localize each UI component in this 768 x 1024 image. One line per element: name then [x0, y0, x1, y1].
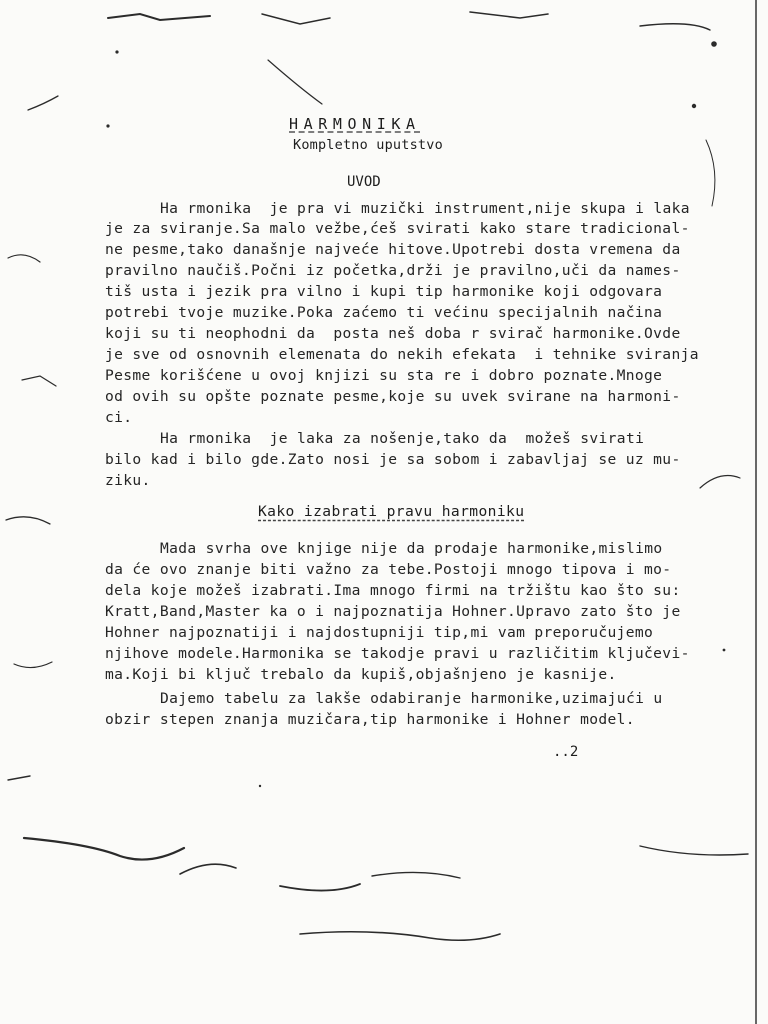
choose-line: Mada svrha ove knjige nije da prodaje harmonike,mislimo [160, 540, 663, 557]
choose-line: Kratt,Band,Master ka o i najpoznatija Hohner.Upravo zato što je [105, 603, 681, 620]
section-heading-uvod: UVOD [347, 174, 381, 190]
portable-line: Ha rmonika je laka za nošenje,tako da možeš svirati [160, 430, 645, 447]
document-subtitle: Kompletno uputstvo [293, 137, 443, 153]
intro-line: koji su ti neophodni da posta neš doba r svirač harmonike.Ovde [105, 325, 681, 342]
intro-line: je sve od osnovnih elemenata do nekih efekata i tehnike sviranja [105, 346, 699, 363]
intro-line: Ha rmonika je pra vi muzički instrument,nije skupa i laka [160, 200, 690, 217]
choose-line: da će ovo znanje biti važno za tebe.Postoji mnogo tipova i mo- [105, 561, 672, 578]
choose-line: dela koje možeš izabrati.Ima mnogo firmi na tržištu kao što su: [105, 582, 681, 599]
intro-line: od ovih su opšte poznate pesme,koje su uvek svirane na harmoni- [105, 388, 681, 405]
intro-line: Pesme korišćene u ovoj knjizi su sta re i dobro poznate.Mnoge [105, 367, 663, 384]
portable-line: ziku. [105, 472, 151, 489]
intro-line: tiš usta i jezik pra vilno i kupi tip harmonike koji odgovara [105, 283, 663, 300]
intro-line: ci. [105, 409, 133, 426]
intro-line: ne pesme,tako današnje najveće hitove.Upotrebi dosta vremena da [105, 241, 681, 258]
portable-line: bilo kad i bilo gde.Zato nosi je sa sobom i zabavljaj se uz mu- [105, 451, 681, 468]
intro-line: pravilno naučiš.Počni iz početka,drži je pravilno,uči da names- [105, 262, 681, 279]
page-continuation-marker: ..2 [553, 744, 579, 760]
section-title-choosing: Kako izabrati pravu harmoniku [258, 503, 525, 520]
intro-line: potrebi tvoje muzike.Poka zaćemo ti većinu specijalnih načina [105, 304, 663, 321]
document-title: HARMONIKA [289, 115, 421, 133]
choose-line: Hohner najpoznatiji i najdostupniji tip,mi vam preporučujemo [105, 624, 654, 641]
intro-line: je za sviranje.Sa malo vežbe,ćeš svirati kako stare tradicional- [105, 220, 690, 237]
choose-line: ma.Koji bi ključ trebalo da kupiš,objašnjeno je kasnije. [105, 666, 617, 683]
table-intro-line: Dajemo tabelu za lakše odabiranje harmonike,uzimajući u [160, 690, 663, 707]
choose-line: njihove modele.Harmonika se takodje pravi u različitim ključevi- [105, 645, 690, 662]
table-intro-line: obzir stepen znanja muzičara,tip harmonike i Hohner model. [105, 711, 635, 728]
